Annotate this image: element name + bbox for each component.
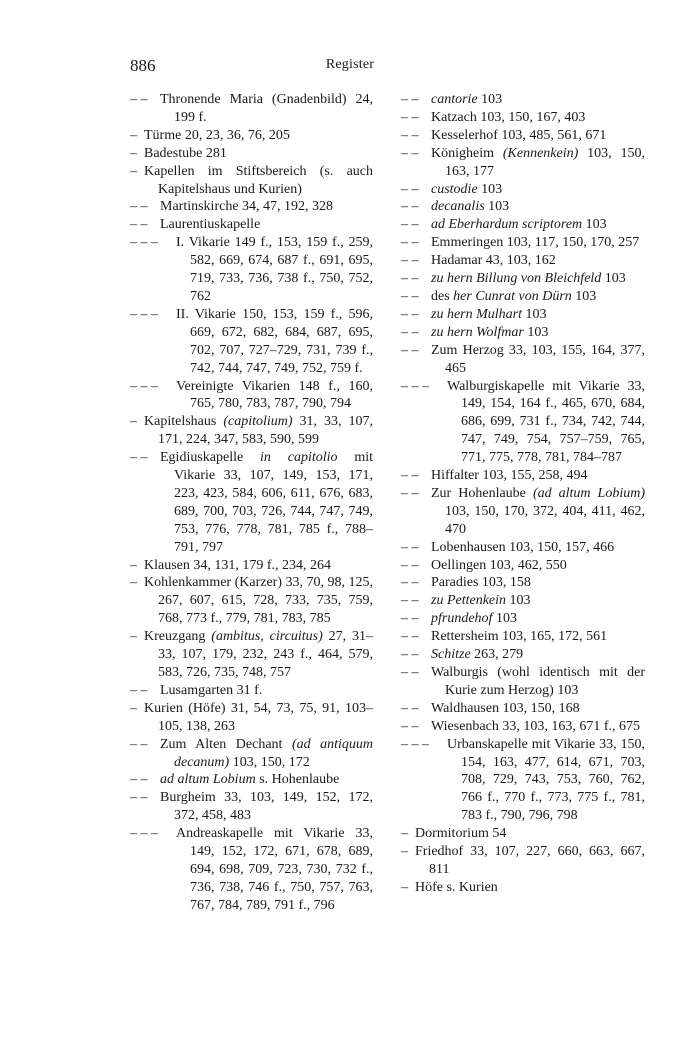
index-entry [401, 825, 645, 843]
index-entry [130, 413, 373, 449]
entry-dashes: – – [401, 253, 419, 269]
index-entry [401, 181, 645, 199]
entry-text [431, 664, 645, 700]
entry-term: Andreaskapelle mit Vikarie 33, 149, 152, 172, 671, 678, 689, 694, 698, 709, 723, 730, 732 f., 736, 738, 746 f., 750, 757, 763, 767, 784, 789, 791 f., 796 [176, 826, 373, 913]
entry-text [144, 700, 373, 736]
entry-term: Emmeringen 103, 117, 150, 170, 257 [431, 235, 640, 251]
entry-term: Königheim [431, 145, 503, 161]
entry-dashes: – [130, 575, 137, 591]
entry-dashes: – – [401, 629, 419, 645]
index-entry [401, 198, 645, 216]
entry-italic: (ad antiquum decanum) [174, 736, 373, 770]
entry-term: Lusamgarten 31 f. [160, 682, 263, 698]
entry-italic: her Cunrat von Dürn [453, 288, 572, 304]
entry-text [431, 574, 645, 592]
entry-term: I. Vikarie 149 f., 153, 159 f., 259, 582, 669, 674, 687 f., 691, 695, 719, 733, 736, 738 f., 750, 752, 762 [176, 235, 373, 304]
entry-italic: pfrundehof [431, 611, 493, 627]
entry-text [447, 378, 645, 468]
index-entry [401, 91, 645, 109]
entry-text [431, 700, 645, 718]
entry-italic: ad altum Lobium [160, 772, 256, 788]
entry-text [447, 736, 645, 826]
entry-dashes: – – – [130, 826, 158, 842]
index-entry [130, 825, 373, 915]
entry-dashes: – – [401, 235, 419, 251]
index-entry [130, 789, 373, 825]
entry-term: Walburgiskapelle mit Vikarie 33, 149, 154, 164 f., 465, 670, 684, 686, 699, 731 f., 734, 742, 744, 747, 749, 754, 757–759, 765, 771, 775, 778, 781, 784–787 [447, 378, 645, 466]
entry-term: Hadamar 43, 103, 162 [431, 253, 556, 269]
index-entry [401, 252, 645, 270]
entry-term: Oellingen 103, 462, 550 [431, 557, 567, 573]
entry-term: Zum Alten Dechant [160, 736, 292, 752]
entry-refs: 103 [492, 611, 517, 627]
entry-refs: 103 [522, 306, 547, 322]
entry-dashes: – – [401, 271, 419, 287]
entry-text [176, 378, 373, 414]
index-entry [401, 109, 645, 127]
entry-refs: 103, 150, 172 [229, 754, 310, 770]
entry-dashes: – – [401, 718, 419, 734]
entry-text [431, 198, 645, 216]
entry-term: Friedhof 33, 107, 227, 660, 663, 667, 811 [415, 844, 645, 877]
entry-refs: mit Vikarie 33, 107, 149, 153, 171, 223, 423, 584, 606, 611, 676, 683, 689, 700, 703, 726, 744, 747, 749, 753, 776, 778, 781, 785 f., 788–791, 797 [174, 450, 374, 555]
entry-refs: 103 [506, 593, 531, 609]
entry-dashes: – – [130, 92, 148, 107]
index-entry [401, 610, 645, 628]
index-entry [130, 91, 373, 127]
entry-italic: (ad altum Lobium) [532, 485, 646, 501]
index-entry [130, 628, 373, 682]
entry-text [431, 270, 645, 288]
entry-term: des [431, 288, 454, 304]
entry-text [160, 198, 373, 216]
entry-dashes: – – [401, 468, 419, 484]
entry-italic: (Kennenkein) [502, 145, 579, 161]
index-entry [130, 682, 373, 700]
entry-term: II. Vikarie 150, 153, 159 f., 596, 669, 672, 682, 684, 687, 695, 702, 707, 727–729, 731, 739 f., 742, 744, 747, 749, 752, 759 f. [176, 306, 373, 376]
entry-text [431, 145, 645, 181]
entry-italic: zu Pettenkein [431, 593, 507, 609]
entry-dashes: – – [401, 199, 419, 215]
index-entry [401, 306, 645, 324]
entry-dashes: – [130, 629, 137, 645]
entry-dashes: – – [130, 682, 148, 698]
index-entry [401, 270, 645, 288]
index-entry [401, 700, 645, 718]
entry-term: Egidiuskapelle [160, 450, 261, 466]
entry-term: Katzach 103, 150, 167, 403 [431, 109, 586, 125]
index-entry [401, 485, 645, 539]
index-entry [401, 879, 645, 897]
entry-refs: 103 [523, 324, 549, 340]
entry-dashes: – – [130, 217, 148, 233]
page-number: 886 [130, 56, 156, 75]
running-head: Register [325, 57, 375, 72]
entry-dashes: – – – [401, 736, 429, 752]
index-entry [401, 843, 645, 879]
entry-text [431, 216, 645, 234]
entry-term: Kesselerhof 103, 485, 561, 671 [431, 127, 607, 143]
entry-dashes: – – [130, 199, 148, 215]
index-entry [401, 539, 645, 557]
index-entry [401, 574, 645, 592]
entry-term: Vereinigte Vikarien 148 f., 160, 765, 780, 783, 787, 790, 794 [176, 378, 373, 412]
entry-text [160, 771, 373, 789]
index-entry [130, 700, 373, 736]
entry-italic: decanalis [431, 199, 485, 215]
entry-dashes: – – [401, 109, 419, 125]
entry-dashes: – – – [130, 378, 158, 394]
entry-text [431, 342, 645, 378]
entry-dashes: – [130, 700, 137, 716]
entry-term: Urbanskapelle mit Vikarie 33, 150, 154, 163, 477, 614, 671, 703, 708, 729, 743, 753, 760, 762, 766 f., 770 f., 773, 775 f., 781, 783 f., 790, 796, 798 [447, 736, 645, 824]
entry-text [144, 628, 373, 682]
entry-term: Kapellen im Stiftsbereich (s. auch Kapitelshaus und Kurien) [144, 163, 373, 197]
index-entry [130, 234, 373, 306]
entry-text [160, 789, 373, 825]
entry-dashes: – [130, 557, 137, 573]
entry-dashes: – – [401, 593, 419, 609]
entry-dashes: – – [401, 127, 419, 143]
index-entry [401, 216, 645, 234]
index-column-right [401, 91, 645, 897]
entry-term: Höfe s. Kurien [415, 879, 498, 895]
entry-dashes: – – – [130, 235, 158, 251]
entry-text [144, 145, 373, 163]
entry-dashes: – – [401, 342, 419, 358]
entry-term: Kohlenkammer (Karzer) 33, 70, 98, 125, 267, 607, 615, 728, 733, 735, 759, 768, 773 f., 779, 781, 783, 785 [144, 575, 373, 627]
entry-term: Wiesenbach 33, 103, 163, 671 f., 675 [431, 718, 641, 734]
entry-text [144, 557, 373, 575]
entry-text [144, 574, 373, 628]
entry-italic: (ambitus, circuitus) [211, 629, 323, 645]
entry-term: Rettersheim 103, 165, 172, 561 [431, 629, 608, 645]
entry-term: Zum Herzog 33, 103, 155, 164, 377, 465 [431, 342, 645, 376]
index-entry [130, 574, 373, 628]
index-entry [130, 145, 373, 163]
entry-dashes: – – [401, 700, 419, 716]
entry-dashes: – – [401, 611, 419, 627]
entry-text [176, 306, 373, 378]
entry-text [431, 127, 645, 145]
entry-dashes: – – [401, 181, 419, 197]
index-entry [401, 557, 645, 575]
index-entry [130, 449, 373, 556]
entry-dashes: – – [401, 324, 419, 340]
entry-term: Klausen 34, 131, 179 f., 234, 264 [144, 557, 332, 573]
entry-text [431, 539, 645, 557]
entry-italic: in capitolio [260, 450, 338, 466]
entry-dashes: – – [130, 790, 148, 806]
index-entry [130, 216, 373, 234]
entry-italic: custodie [431, 181, 478, 197]
entry-dashes: – – [401, 575, 419, 591]
entry-italic: ad Eberhardum scriptorem [431, 217, 583, 233]
entry-refs: 103 [582, 217, 607, 233]
entry-text [176, 234, 373, 306]
entry-italic: zu hern Mulhart [431, 306, 522, 322]
index-entry [401, 342, 645, 378]
entry-term: Kurien (Höfe) 31, 54, 73, 75, 91, 103–105, 138, 263 [144, 700, 373, 734]
entry-dashes: – – [401, 306, 419, 322]
entry-text [431, 109, 645, 127]
entry-term: Waldhausen 103, 150, 168 [431, 700, 580, 716]
entry-text [431, 646, 645, 664]
entry-dashes: – [130, 145, 137, 161]
index-entry [130, 127, 373, 145]
entry-dashes: – – [401, 539, 419, 555]
index-entry [130, 771, 373, 789]
entry-dashes: – – [401, 665, 419, 680]
entry-dashes: – – – [130, 306, 158, 322]
entry-dashes: – [130, 414, 137, 430]
index-entry [401, 736, 645, 826]
entry-text [431, 557, 645, 575]
entry-term: Laurentiuskapelle [160, 217, 261, 233]
entry-dashes: – [401, 844, 408, 860]
entry-text [431, 91, 645, 109]
index-entry [401, 718, 645, 736]
entry-refs: 31, 33, 107, 171, 224, 347, 583, 590, 599 [158, 414, 373, 448]
entry-text [160, 682, 373, 700]
index-entry [401, 378, 645, 468]
entry-term: Zur Hohenlaube [431, 485, 533, 501]
entry-term: Badestube 281 [144, 145, 227, 161]
index-entry [401, 664, 645, 700]
index-entry [130, 163, 373, 199]
entry-italic: zu hern Wolfmar [431, 324, 524, 340]
entry-dashes: – [130, 163, 137, 179]
entry-refs: 103 [571, 288, 597, 304]
entry-text [431, 592, 645, 610]
index-entry [401, 127, 645, 145]
entry-text [415, 825, 645, 843]
index-entry [130, 736, 373, 772]
entry-dashes: – [401, 879, 408, 895]
entry-text [415, 879, 645, 897]
entry-text [176, 825, 373, 915]
entry-text [431, 306, 645, 324]
index-entry [401, 592, 645, 610]
entry-dashes: – – [130, 772, 148, 788]
entry-dashes: – – [130, 450, 148, 466]
entry-text [431, 628, 645, 646]
entry-term: Martinskirche 34, 47, 192, 328 [160, 199, 334, 215]
entry-text [160, 91, 373, 127]
entry-dashes: – – [401, 288, 419, 304]
entry-term: Dormitorium 54 [415, 826, 507, 842]
index-entry [401, 324, 645, 342]
index-entry [130, 306, 373, 378]
entry-text [415, 843, 645, 879]
entry-dashes: – – [401, 485, 419, 501]
entry-italic: (capitolium) [223, 414, 293, 430]
index-entry [401, 646, 645, 664]
entry-text [431, 485, 645, 539]
index-entry [401, 234, 645, 252]
entry-text [144, 413, 373, 449]
entry-italic: zu hern Billung von Bleichfeld [431, 271, 602, 287]
index-entry [130, 198, 373, 216]
entry-text [144, 127, 373, 145]
entry-text [160, 449, 373, 556]
index-entry [401, 145, 645, 181]
index-entry [130, 378, 373, 414]
entry-text [431, 610, 645, 628]
entry-refs: 103, 150, 163, 177 [445, 145, 645, 179]
entry-refs: s. Hohenlaube [255, 772, 340, 788]
entry-italic: cantorie [431, 92, 478, 107]
entry-term: Kreuzgang [144, 629, 212, 645]
entry-text [431, 288, 645, 306]
entry-text [431, 234, 645, 252]
entry-term: Lobenhausen 103, 150, 157, 466 [431, 539, 615, 555]
entry-text [144, 163, 373, 199]
index-entry [401, 288, 645, 306]
entry-refs: 103 [477, 92, 503, 107]
entry-refs: 103 [484, 199, 510, 215]
entry-term: Walburgis (wohl identisch mit der Kurie zum Herzog) 103 [431, 665, 645, 698]
entry-dashes: – – [401, 92, 419, 107]
entry-dashes: – [130, 127, 137, 143]
entry-dashes: – – – [401, 378, 429, 394]
index-entry [130, 557, 373, 575]
entry-dashes: – – [401, 647, 419, 663]
index-entry [401, 628, 645, 646]
entry-refs: 263, 279 [470, 647, 524, 663]
entry-italic: Schitze [431, 647, 471, 663]
entry-dashes: – – [401, 557, 419, 573]
entry-term: Türme 20, 23, 36, 76, 205 [144, 127, 290, 143]
index-entry [401, 467, 645, 485]
entry-term: Burgheim 33, 103, 149, 152, 172, 372, 458, 483 [160, 790, 373, 824]
entry-dashes: – [401, 826, 408, 842]
entry-refs: 103 [601, 271, 626, 287]
entry-term: Paradies 103, 158 [431, 575, 531, 591]
entry-term: Thronende Maria (Gnadenbild) 24, 199 f. [160, 92, 373, 125]
entry-text [431, 252, 645, 270]
entry-refs: 103, 150, 170, 372, 404, 411, 462, 470 [445, 503, 645, 537]
entry-term: Kapitelshaus [144, 414, 224, 430]
index-column-left [130, 91, 373, 915]
entry-dashes: – – [401, 145, 419, 161]
entry-refs: 103 [477, 181, 503, 197]
entry-term: Hiffalter 103, 155, 258, 494 [431, 468, 588, 484]
entry-text [431, 181, 645, 199]
entry-text [431, 467, 645, 485]
entry-text [160, 736, 373, 772]
entry-dashes: – – [401, 217, 419, 233]
entry-refs: 27, 31–33, 107, 179, 232, 243 f., 464, 579, 583, 726, 735, 748, 757 [158, 629, 373, 680]
entry-text [160, 216, 373, 234]
entry-text [431, 718, 645, 736]
entry-text [431, 324, 645, 342]
entry-dashes: – – [130, 736, 148, 752]
